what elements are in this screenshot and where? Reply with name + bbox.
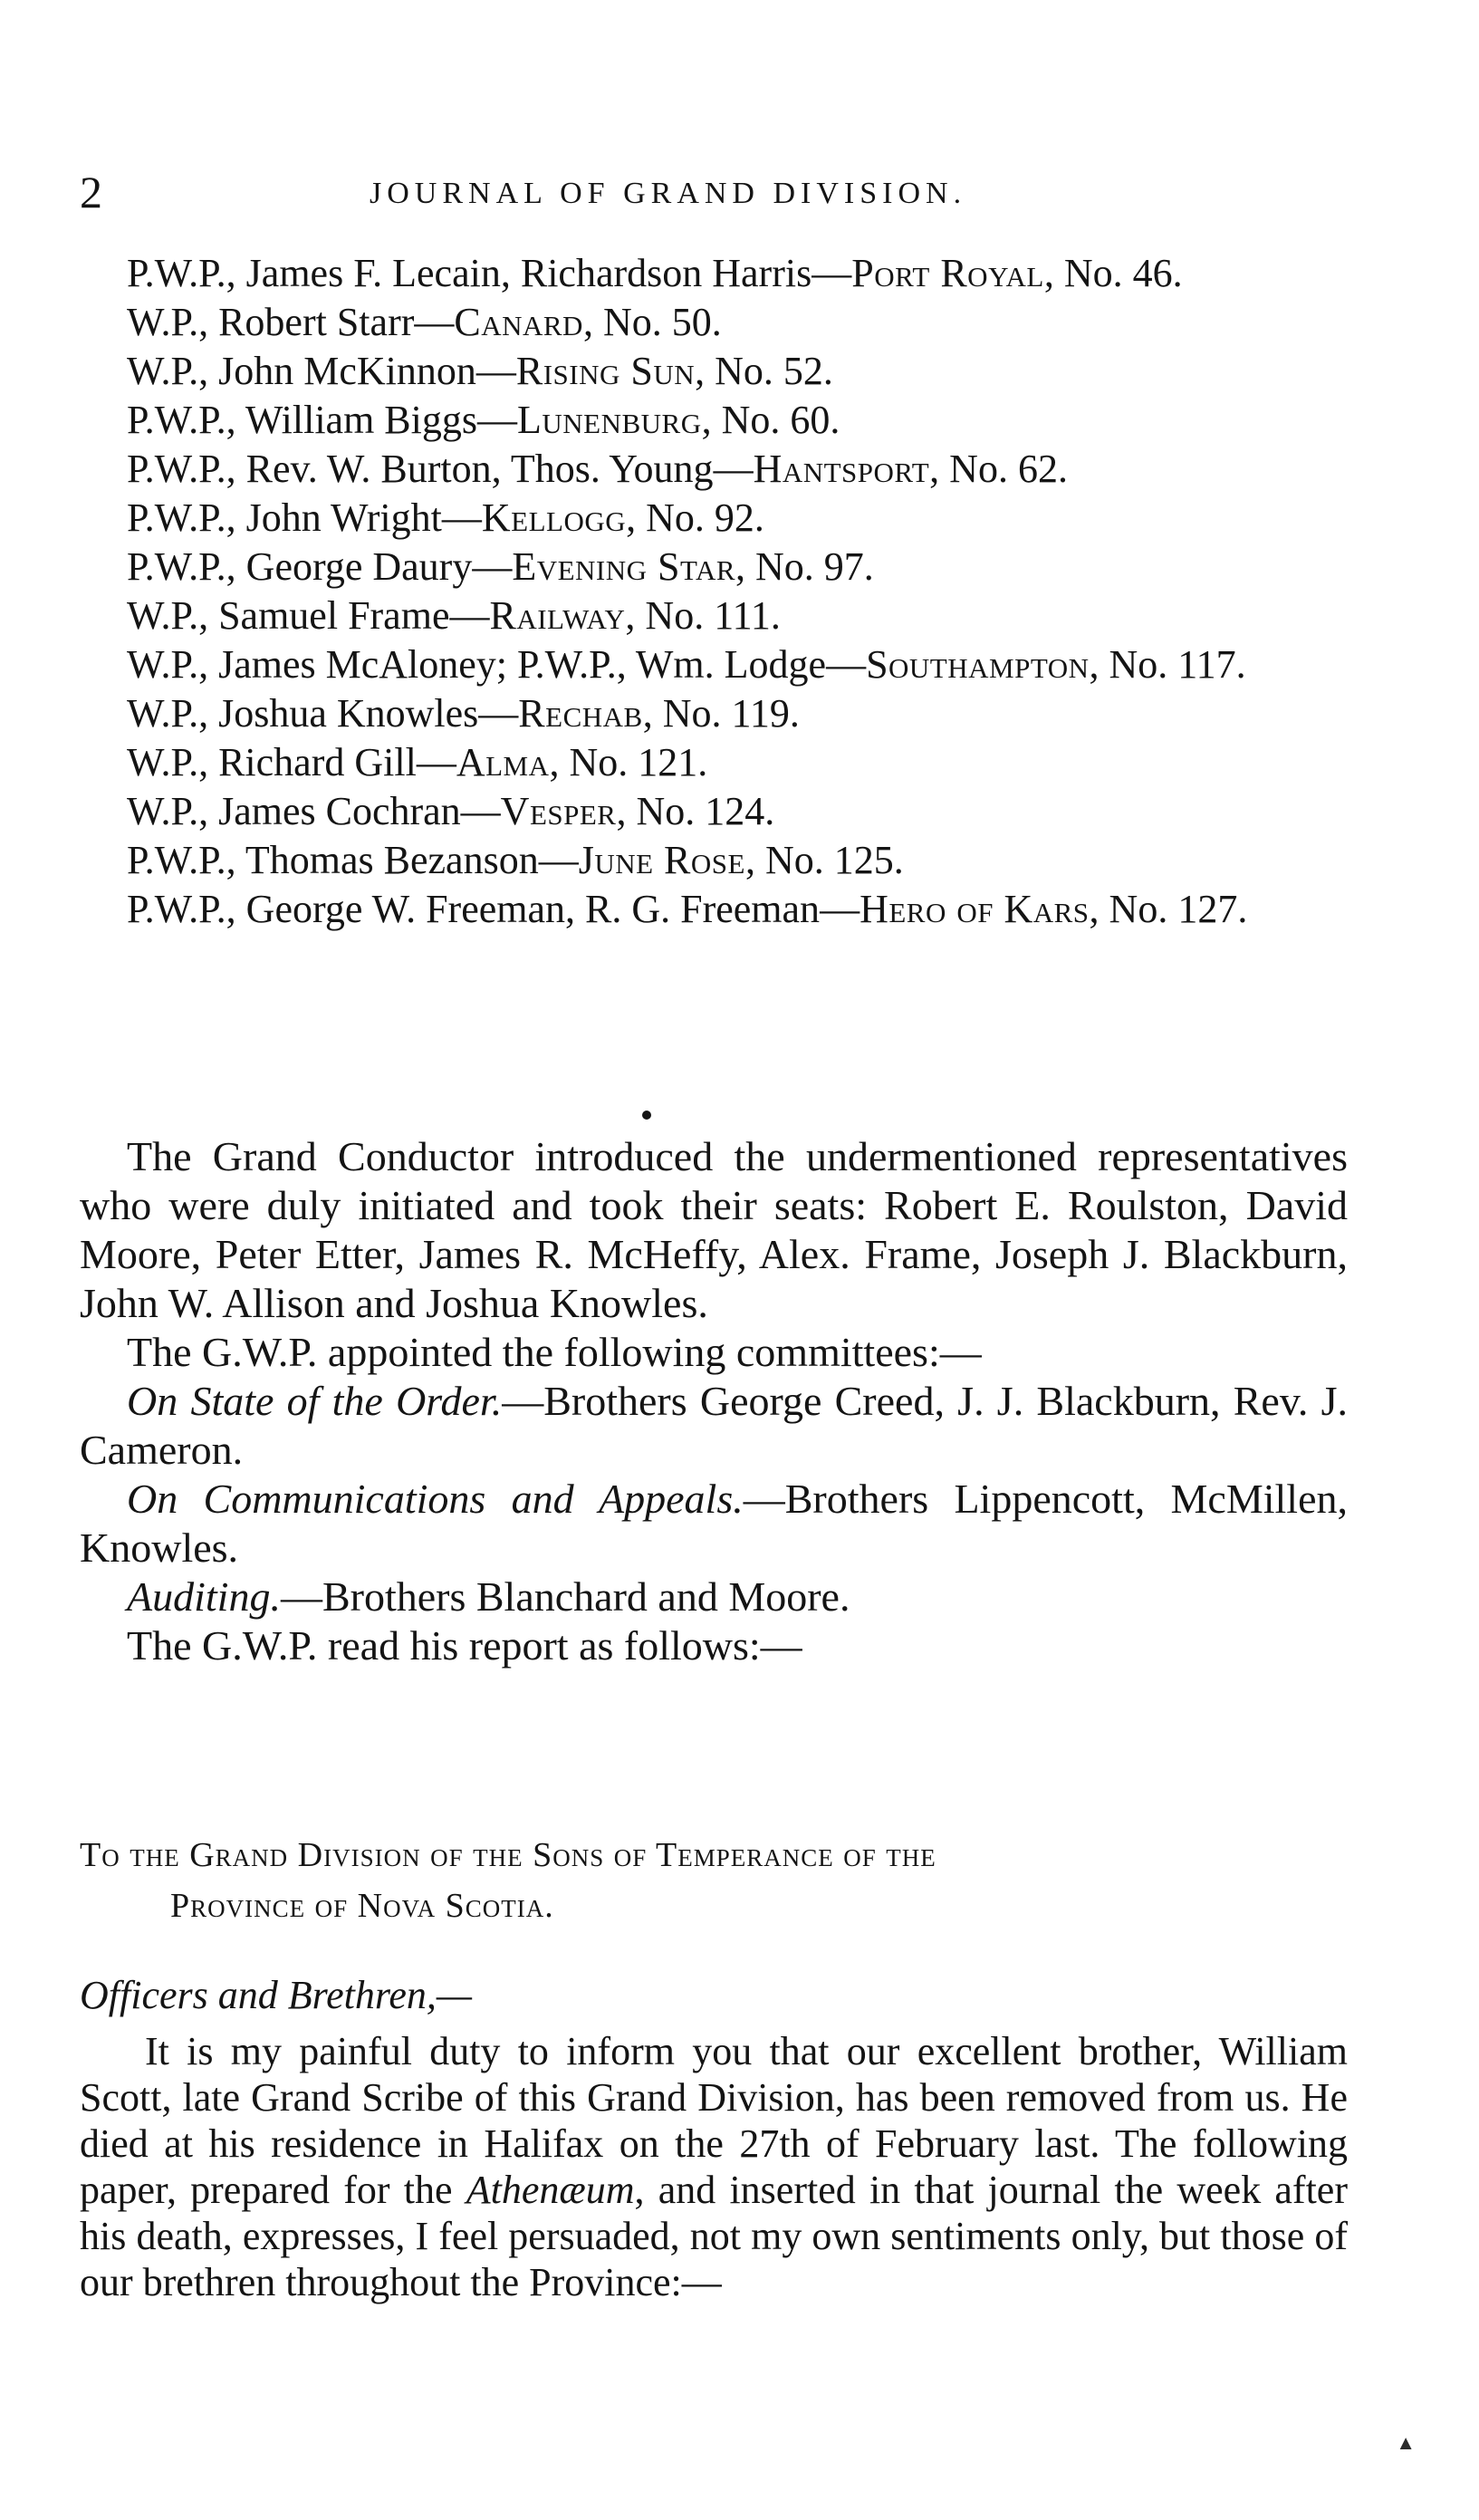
list-item: W.P., Robert Starr—Canard, No. 50. xyxy=(127,300,722,344)
list-item: W.P., Joshua Knowles—Rechab, No. 119. xyxy=(127,691,800,736)
list-item: W.P., James Cochran—Vesper, No. 124. xyxy=(127,789,775,833)
committee-communications: On Communications and Appeals.—Brothers Lippencott, McMillen, Knowles. xyxy=(80,1476,1348,1571)
list-item: W.P., John McKinnon—Rising Sun, No. 52. xyxy=(127,349,833,393)
page-number: 2 xyxy=(80,167,102,217)
salutation: Officers and Brethren,— xyxy=(80,1973,473,2017)
committee-auditing: Auditing.—Brothers Blanchard and Moore. xyxy=(127,1573,850,1620)
list-item: P.W.P., James F. Lecain, Richardson Harris—Port Royal, No. 46. xyxy=(127,251,1183,295)
committee-state-of-order: On State of the Order.—Brothers George Creed, J. J. Blackburn, Rev. J. Cameron. xyxy=(80,1378,1348,1473)
list-item: W.P., Richard Gill—Alma, No. 121. xyxy=(127,740,708,784)
representatives-list xyxy=(80,249,1348,934)
list-item: P.W.P., George Daury—Evening Star, No. 97. xyxy=(127,544,874,589)
intro-paragraph: The Grand Conductor introduced the undermentioned representatives who were duly initiated and took their seats: Robert E. Roulston, David Moore, Peter Etter, James R. McHeffy, Alex. Frame, Joseph J. Blackburn, John W. Allison and Joshua Knowles. xyxy=(80,1133,1348,1326)
list-item: P.W.P., John Wright—Kellogg, No. 92. xyxy=(127,495,764,540)
address-line-1: To the Grand Division of the Sons of Temperance of the xyxy=(80,1836,936,1874)
list-item: W.P., Samuel Frame—Railway, No. 111. xyxy=(127,593,781,638)
running-head xyxy=(80,165,1339,219)
corner-mark: ▲ xyxy=(1396,2431,1416,2454)
report-line: The G.W.P. read his report as follows:— xyxy=(127,1622,802,1669)
list-item: P.W.P., George W. Freeman, R. G. Freeman—Hero of Kars, No. 127. xyxy=(127,887,1248,931)
proceedings-text xyxy=(80,1132,1348,1670)
letter-paragraph: It is my painful duty to inform you that our excellent brother, William Scott, late Grand Scribe of this Grand Division, has been removed from us. He died at his residence in Halifax on the 27th of February last. The following paper, prepared for the Athenæum, and inserted in that journal the week after his death, expresses, I feel persuaded, not my own sentiments only, but those of our brethren throughout the Province:— xyxy=(80,2029,1348,2304)
address-line-2: Province of Nova Scotia. xyxy=(170,1887,554,1925)
list-item: W.P., James McAloney; P.W.P., Wm. Lodge—Southampton, No. 117. xyxy=(127,642,1246,687)
committees-line: The G.W.P. appointed the following committees:— xyxy=(127,1329,982,1375)
list-item: P.W.P., Rev. W. Burton, Thos. Young—Hantsport, No. 62. xyxy=(127,447,1068,491)
list-item: P.W.P., William Biggs—Lunenburg, No. 60. xyxy=(127,398,840,442)
report-letter xyxy=(80,1970,1348,2305)
address-heading xyxy=(80,1830,1348,1931)
running-title: JOURNAL OF GRAND DIVISION. xyxy=(370,177,967,210)
list-item: P.W.P., Thomas Bezanson—June Rose, No. 125. xyxy=(127,838,904,882)
section-dot xyxy=(642,1111,651,1120)
